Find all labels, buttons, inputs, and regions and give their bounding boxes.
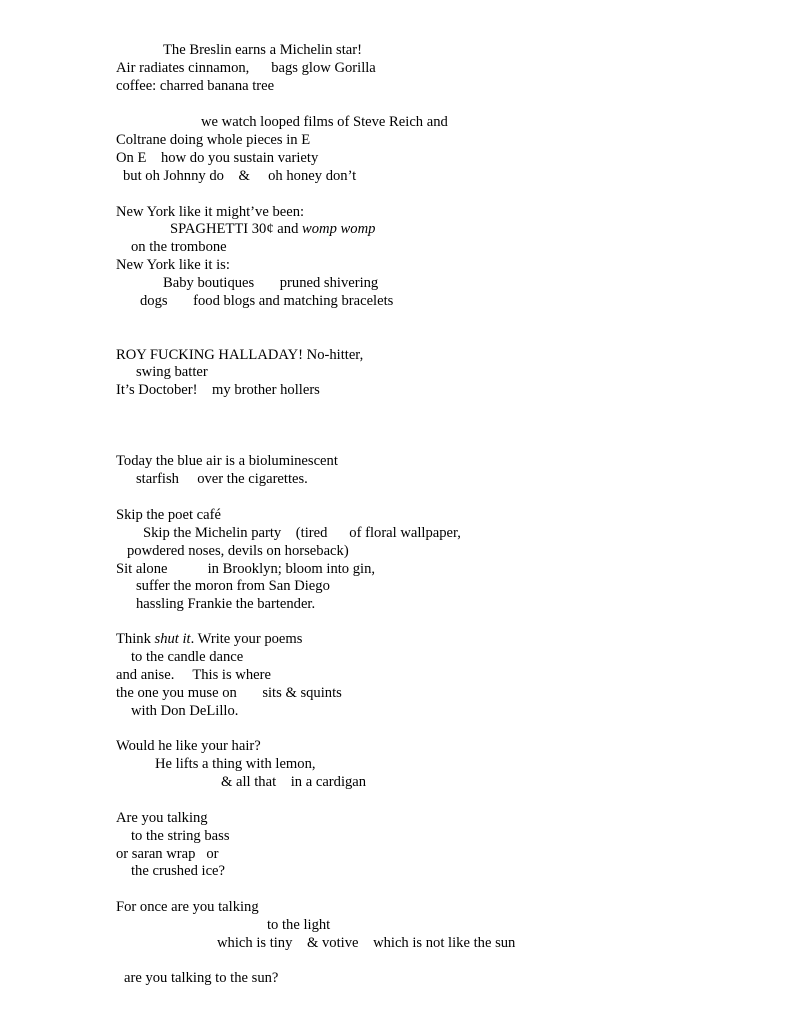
poem-line: Sit alone in Brooklyn; bloom into gin, xyxy=(116,561,376,577)
poem-line: starfish over the cigarettes. xyxy=(136,471,308,487)
poem-line: Air radiates cinnamon, bags glow Gorilla xyxy=(116,60,376,76)
poem-line: Coltrane doing whole pieces in E xyxy=(116,132,311,148)
poem-line: dogs food blogs and matching bracelets xyxy=(140,293,394,309)
poem-line: The Breslin earns a Michelin star! xyxy=(163,42,362,58)
poem-line: to the candle dance xyxy=(131,649,244,665)
poem-line: For once are you talking xyxy=(116,899,259,915)
poem-line: coffee: charred banana tree xyxy=(116,78,275,94)
poem-italic-text: shut it xyxy=(154,631,191,647)
poem-line: New York like it is: xyxy=(116,257,230,273)
poem-line: It’s Doctober! my brother hollers xyxy=(116,382,320,398)
poem-line: Are you talking xyxy=(116,810,208,826)
poem-line xyxy=(170,220,375,238)
poem-italic-text: womp womp xyxy=(302,221,376,237)
poem-text: SPAGHETTI 30¢ and xyxy=(170,221,303,237)
poem-line: the one you muse on sits & squints xyxy=(116,685,342,701)
poem-line: to the string bass xyxy=(131,828,230,844)
poem-line: swing batter xyxy=(136,364,208,380)
poem-line: but oh Johnny do & oh honey don’t xyxy=(123,168,357,184)
poem-text: . Write your poems xyxy=(190,631,303,647)
poem-line: hassling Frankie the bartender. xyxy=(136,596,316,612)
poem-line: and anise. This is where xyxy=(116,667,271,683)
poem-line: On E how do you sustain variety xyxy=(116,150,319,166)
poem-line: are you talking to the sun? xyxy=(124,970,279,986)
poem-line: we watch looped films of Steve Reich and xyxy=(201,114,448,130)
poem-line: ROY FUCKING HALLADAY! No-hitter, xyxy=(116,347,364,363)
poem-line xyxy=(116,630,302,648)
poem-line: which is tiny & votive which is not like the sun xyxy=(217,935,516,951)
poem-line: Skip the poet café xyxy=(116,507,221,523)
poem-line: Baby boutiques pruned shivering xyxy=(163,275,379,291)
poem-line: powdered noses, devils on horseback) xyxy=(127,543,349,559)
poem-line: Skip the Michelin party (tired of floral wallpaper, xyxy=(143,525,461,541)
poem-line: to the light xyxy=(267,917,331,933)
poem-line: suffer the moron from San Diego xyxy=(136,578,330,594)
poem-line: the crushed ice? xyxy=(131,863,225,879)
poem-text: Think xyxy=(116,631,155,647)
poem-line: New York like it might’ve been: xyxy=(116,204,305,220)
poem-line: Would he like your hair? xyxy=(116,738,261,754)
poem-line: with Don DeLillo. xyxy=(131,703,239,719)
poem-line: & all that in a cardigan xyxy=(221,774,367,790)
poem-line: or saran wrap or xyxy=(116,846,219,862)
poem-line: Today the blue air is a bioluminescent xyxy=(116,453,338,469)
poem-line: on the trombone xyxy=(131,239,227,255)
poem-line: He lifts a thing with lemon, xyxy=(155,756,316,772)
